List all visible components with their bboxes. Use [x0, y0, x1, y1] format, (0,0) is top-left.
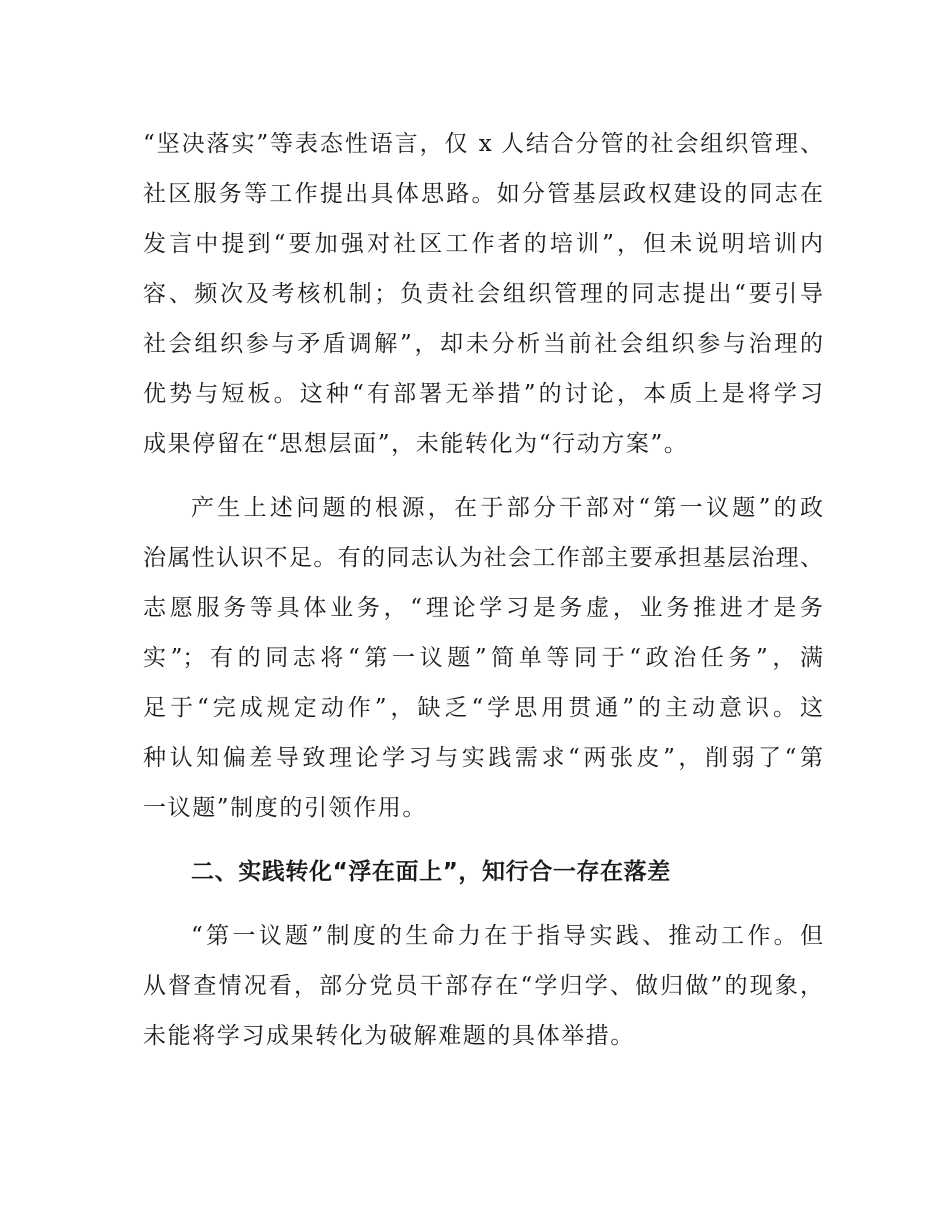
text-line: 优势与短板。这种“有部署无举措”的讨论，本质上是将学习: [143, 381, 823, 407]
text-line: 种认知偏差导致理论学习与实践需求“两张皮”，削弱了“第: [143, 745, 823, 771]
text-line: 从督查情况看，部分党员干部存在“学归学、做归做”的现象，: [143, 973, 823, 999]
text-line: 发言中提到“要加强对社区工作者的培训”，但未说明培训内: [143, 231, 823, 257]
text-line: 产生上述问题的根源，在于部分干部对“第一议题”的政: [191, 495, 823, 521]
text-line: 治属性认识不足。有的同志认为社会工作部主要承担基层治理、: [143, 545, 823, 571]
text-line: “第一议题”制度的生命力在于指导实践、推动工作。但: [191, 923, 823, 949]
text-line: 未能将学习成果转化为破解难题的具体举措。: [143, 1023, 635, 1049]
text-line: 社区服务等工作提出具体思路。如分管基层政权建设的同志在: [143, 181, 823, 207]
text-line: 实”；有的同志将“第一议题”简单等同于“政治任务”，满: [143, 645, 823, 671]
text-line: 成果停留在“思想层面”，未能转化为“行动方案”。: [143, 431, 689, 457]
text-line: 足于“完成规定动作”，缺乏“学思用贯通”的主动意识。这: [143, 695, 823, 721]
text-line: 社会组织参与矛盾调解”，却未分析当前社会组织参与治理的: [143, 331, 823, 357]
text-line: 一议题”制度的引领作用。: [143, 795, 427, 821]
section-heading: 二、实践转化“浮在面上”，知行合一存在落差: [191, 859, 671, 885]
text-line: “坚决落实”等表态性语言，仅 x 人结合分管的社会组织管理、: [143, 131, 823, 157]
text-line: 志愿服务等具体业务，“理论学习是务虚，业务推进才是务: [143, 595, 823, 621]
text-line: 容、频次及考核机制；负责社会组织管理的同志提出“要引导: [143, 281, 823, 307]
